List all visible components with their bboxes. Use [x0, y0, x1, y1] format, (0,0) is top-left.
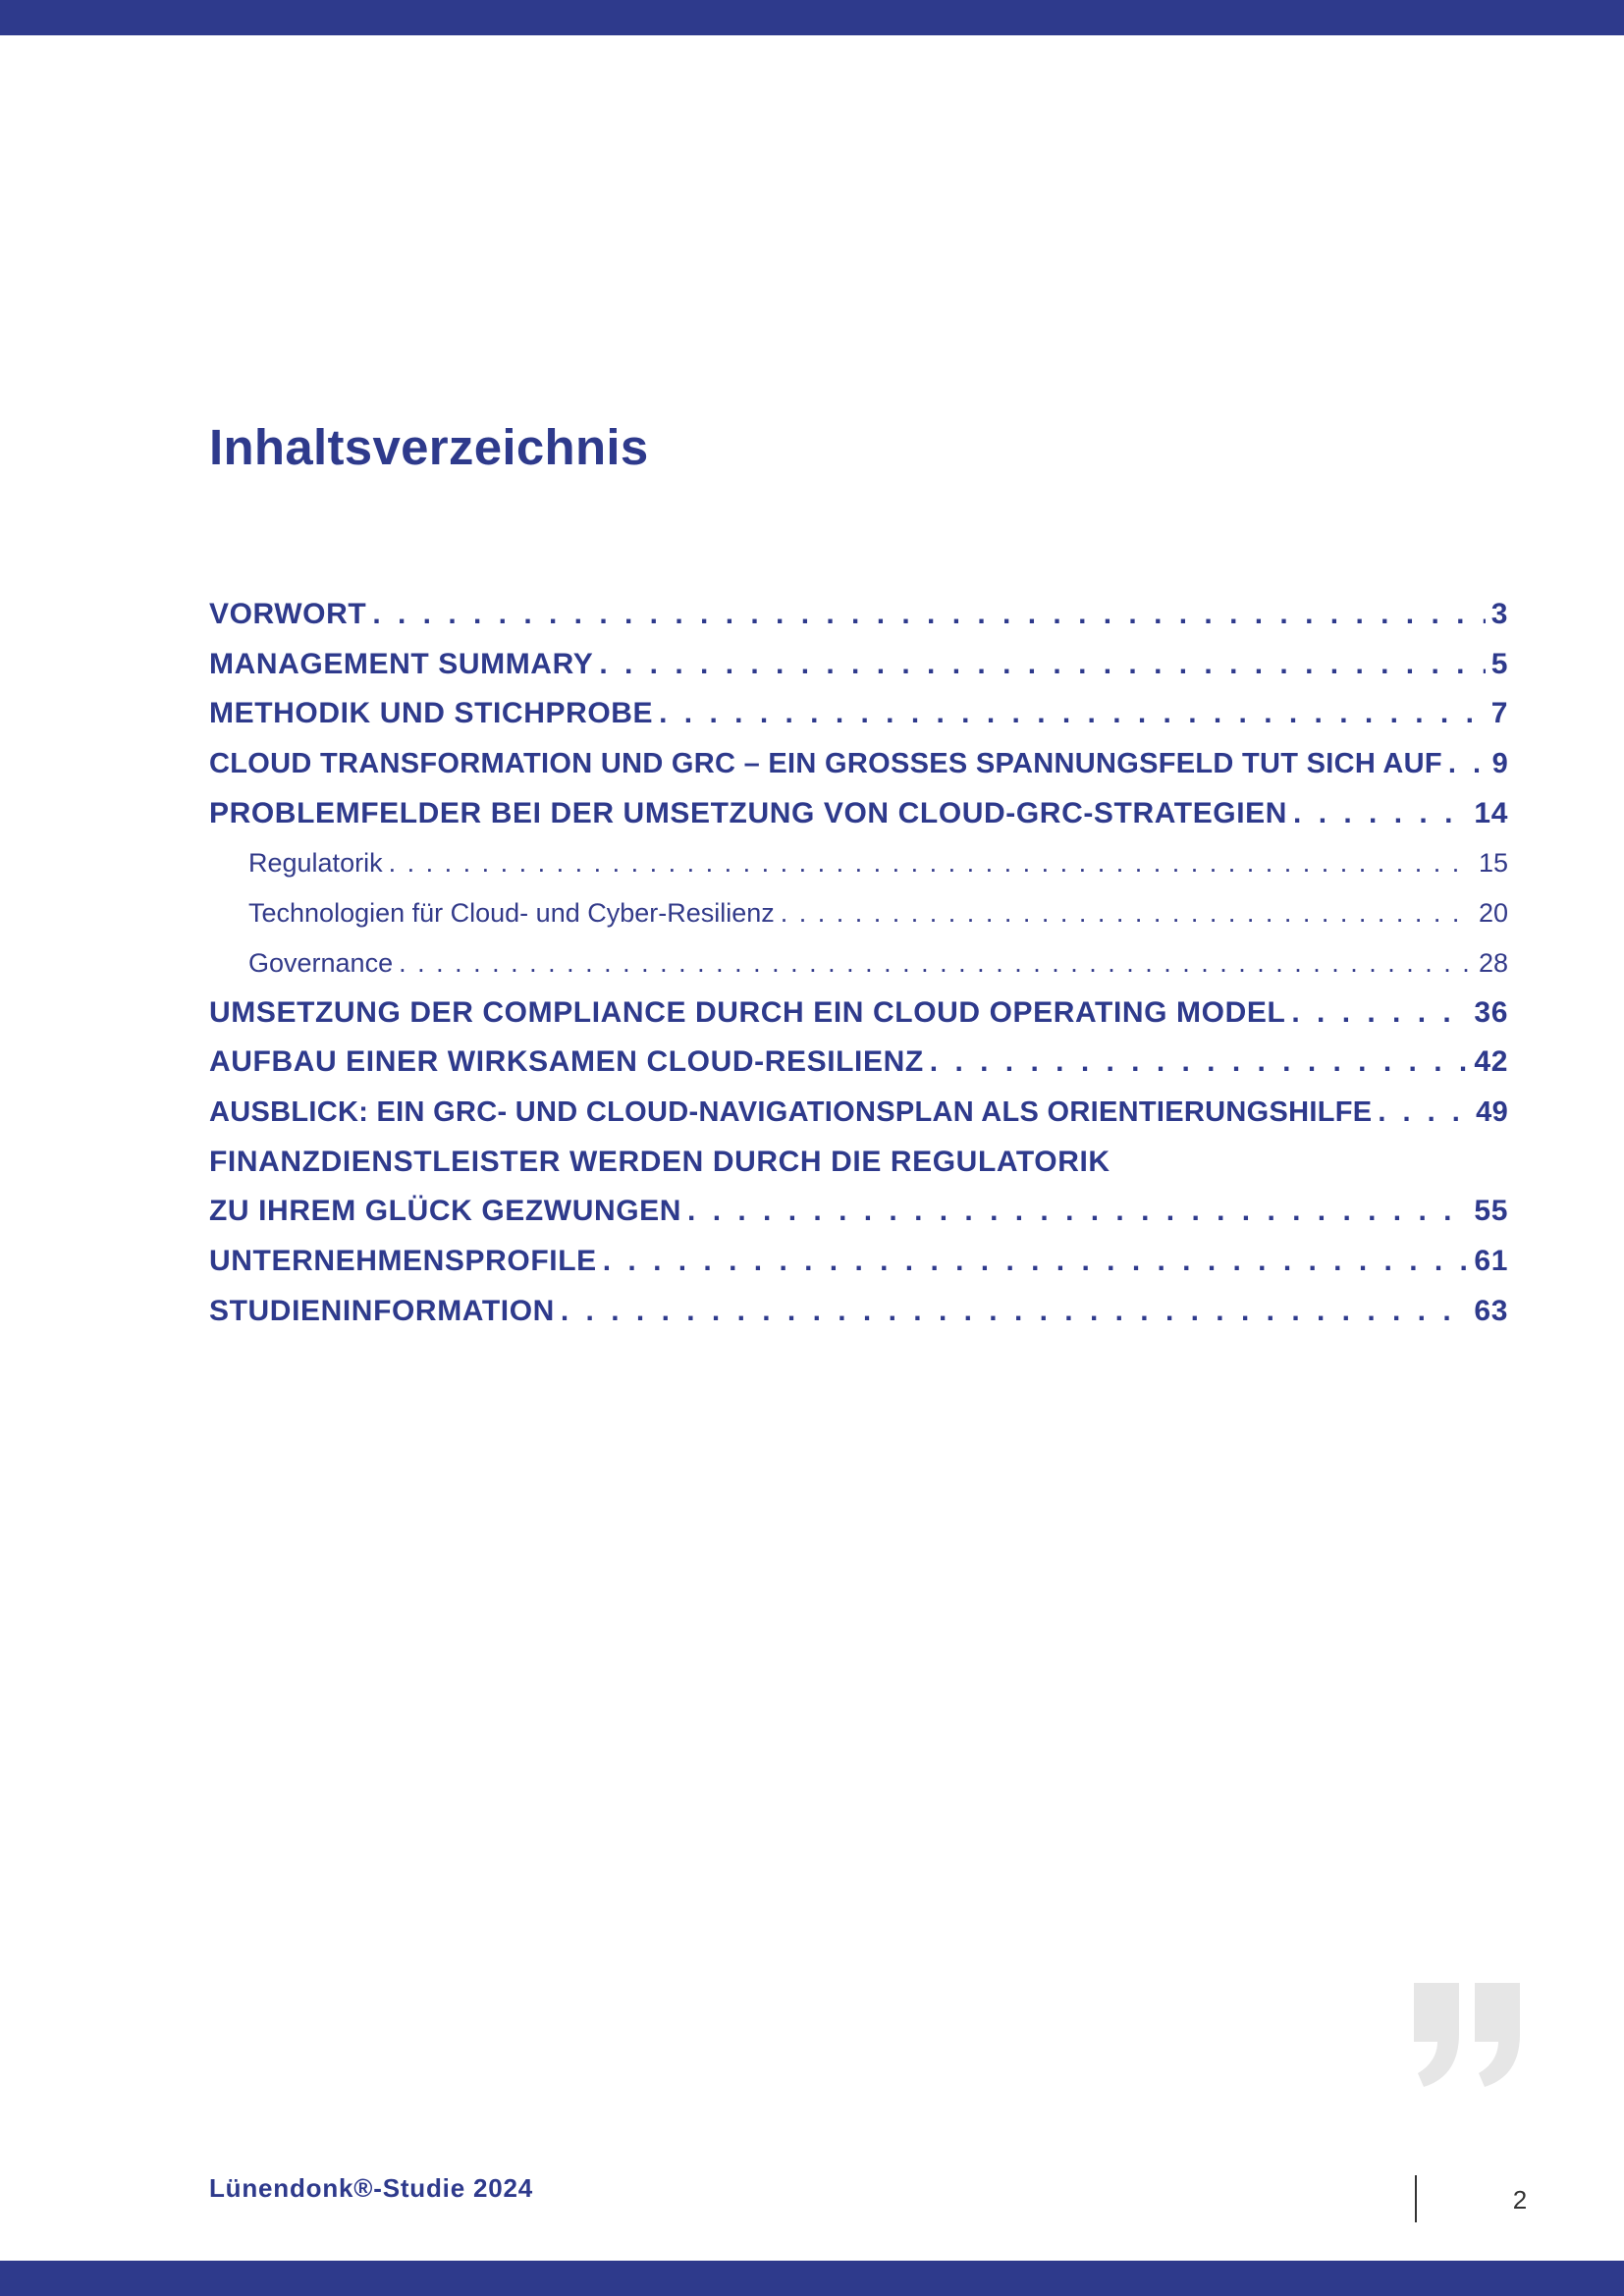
toc-entry[interactable] [209, 1088, 1508, 1138]
toc-entry-page: 61 [1474, 1244, 1508, 1277]
toc-leader-dots [599, 640, 1485, 690]
toc-entry-label: AUSBLICK: EIN GRC- UND CLOUD-NAVIGATIONSPLAN ALS ORIENTIERUNGSHILFE [209, 1095, 1373, 1128]
toc-entry-page: 9 [1491, 748, 1508, 780]
toc-leader-dots [1291, 988, 1468, 1039]
toc-subentry[interactable] [209, 938, 1508, 988]
toc-leader-dots [659, 689, 1486, 739]
toc-leader-dots [781, 888, 1473, 938]
toc-subentry[interactable] [209, 888, 1508, 938]
toc-entry[interactable] [209, 1237, 1508, 1287]
toc-entry-label: Governance [248, 947, 394, 978]
toc-leader-dots [687, 1187, 1468, 1237]
top-accent-bar [0, 0, 1624, 35]
toc-entry-label: UNTERNEHMENSPROFILE [209, 1244, 597, 1277]
toc-entry-page: 3 [1490, 598, 1508, 630]
footer-brand: Lünendonk®-Studie 2024 [209, 2173, 534, 2203]
toc-entry-page: 36 [1474, 995, 1508, 1029]
toc-leader-dots [1293, 789, 1468, 839]
toc-entry[interactable] [209, 739, 1508, 789]
toc-entry-page: 28 [1478, 947, 1508, 978]
toc-leader-dots [930, 1038, 1469, 1088]
toc-entry-label: ZU IHREM GLÜCK GEZWUNGEN [209, 1195, 682, 1228]
toc-entry-continued[interactable] [209, 1138, 1508, 1188]
toc-entry-page: 7 [1490, 697, 1508, 730]
toc-subentry[interactable] [209, 838, 1508, 888]
page-number: 2 [1512, 2185, 1528, 2215]
toc-entry-label: AUFBAU EINER WIRKSAMEN CLOUD-RESILIENZ [209, 1045, 924, 1079]
toc-entry-label: PROBLEMFELDER BEI DER UMSETZUNG VON CLOUD-GRC-STRATEGIEN [209, 796, 1288, 829]
toc-entry-label: UMSETZUNG DER COMPLIANCE DURCH EIN CLOUD OPERATING MODEL [209, 995, 1286, 1029]
toc-leader-dots [603, 1237, 1469, 1287]
toc-entry-label: VORWORT [209, 598, 367, 630]
toc-entry-page: 55 [1474, 1195, 1508, 1228]
page-title: Inhaltsverzeichnis [209, 419, 649, 475]
toc-leader-dots [561, 1287, 1469, 1337]
toc-entry[interactable] [209, 1287, 1508, 1337]
toc-entry-label: MANAGEMENT SUMMARY [209, 647, 594, 680]
toc-entry-page: 20 [1478, 898, 1508, 929]
toc-entry-page: 42 [1474, 1045, 1508, 1079]
toc-entry[interactable] [209, 1038, 1508, 1088]
toc-leader-dots [372, 590, 1485, 640]
toc-leader-dots [1378, 1088, 1470, 1138]
toc-leader-dots [1448, 739, 1487, 789]
toc-entry-label: METHODIK UND STICHPROBE [209, 697, 654, 730]
toc-entry-page: 15 [1478, 848, 1508, 879]
footer-divider [1415, 2175, 1417, 2222]
toc-entry[interactable] [209, 988, 1508, 1039]
toc-entry-label: Technologien für Cloud- und Cyber-Resilienz [248, 898, 775, 929]
toc-entry[interactable] [209, 1187, 1508, 1237]
closing-quote-icon [1410, 1983, 1528, 2120]
bottom-accent-bar [0, 2261, 1624, 2296]
toc-leader-dots [389, 838, 1473, 888]
toc-entry-page: 49 [1476, 1095, 1508, 1128]
toc-entry-page: 63 [1474, 1294, 1508, 1327]
table-of-contents [209, 590, 1508, 1336]
toc-entry-label: Regulatorik [248, 848, 383, 879]
toc-entry[interactable] [209, 789, 1508, 839]
toc-entry-page: 5 [1490, 647, 1508, 680]
toc-leader-dots [399, 938, 1473, 988]
toc-entry[interactable] [209, 640, 1508, 690]
toc-entry-label: FINANZDIENSTLEISTER WERDEN DURCH DIE REGULATORIK [209, 1145, 1110, 1178]
toc-entry[interactable] [209, 590, 1508, 640]
toc-entry-label: STUDIENINFORMATION [209, 1294, 555, 1327]
toc-entry-page: 14 [1474, 796, 1508, 829]
toc-entry[interactable] [209, 689, 1508, 739]
toc-entry-label: CLOUD TRANSFORMATION UND GRC – EIN GROSSES SPANNUNGSFELD TUT SICH AUF [209, 748, 1442, 780]
